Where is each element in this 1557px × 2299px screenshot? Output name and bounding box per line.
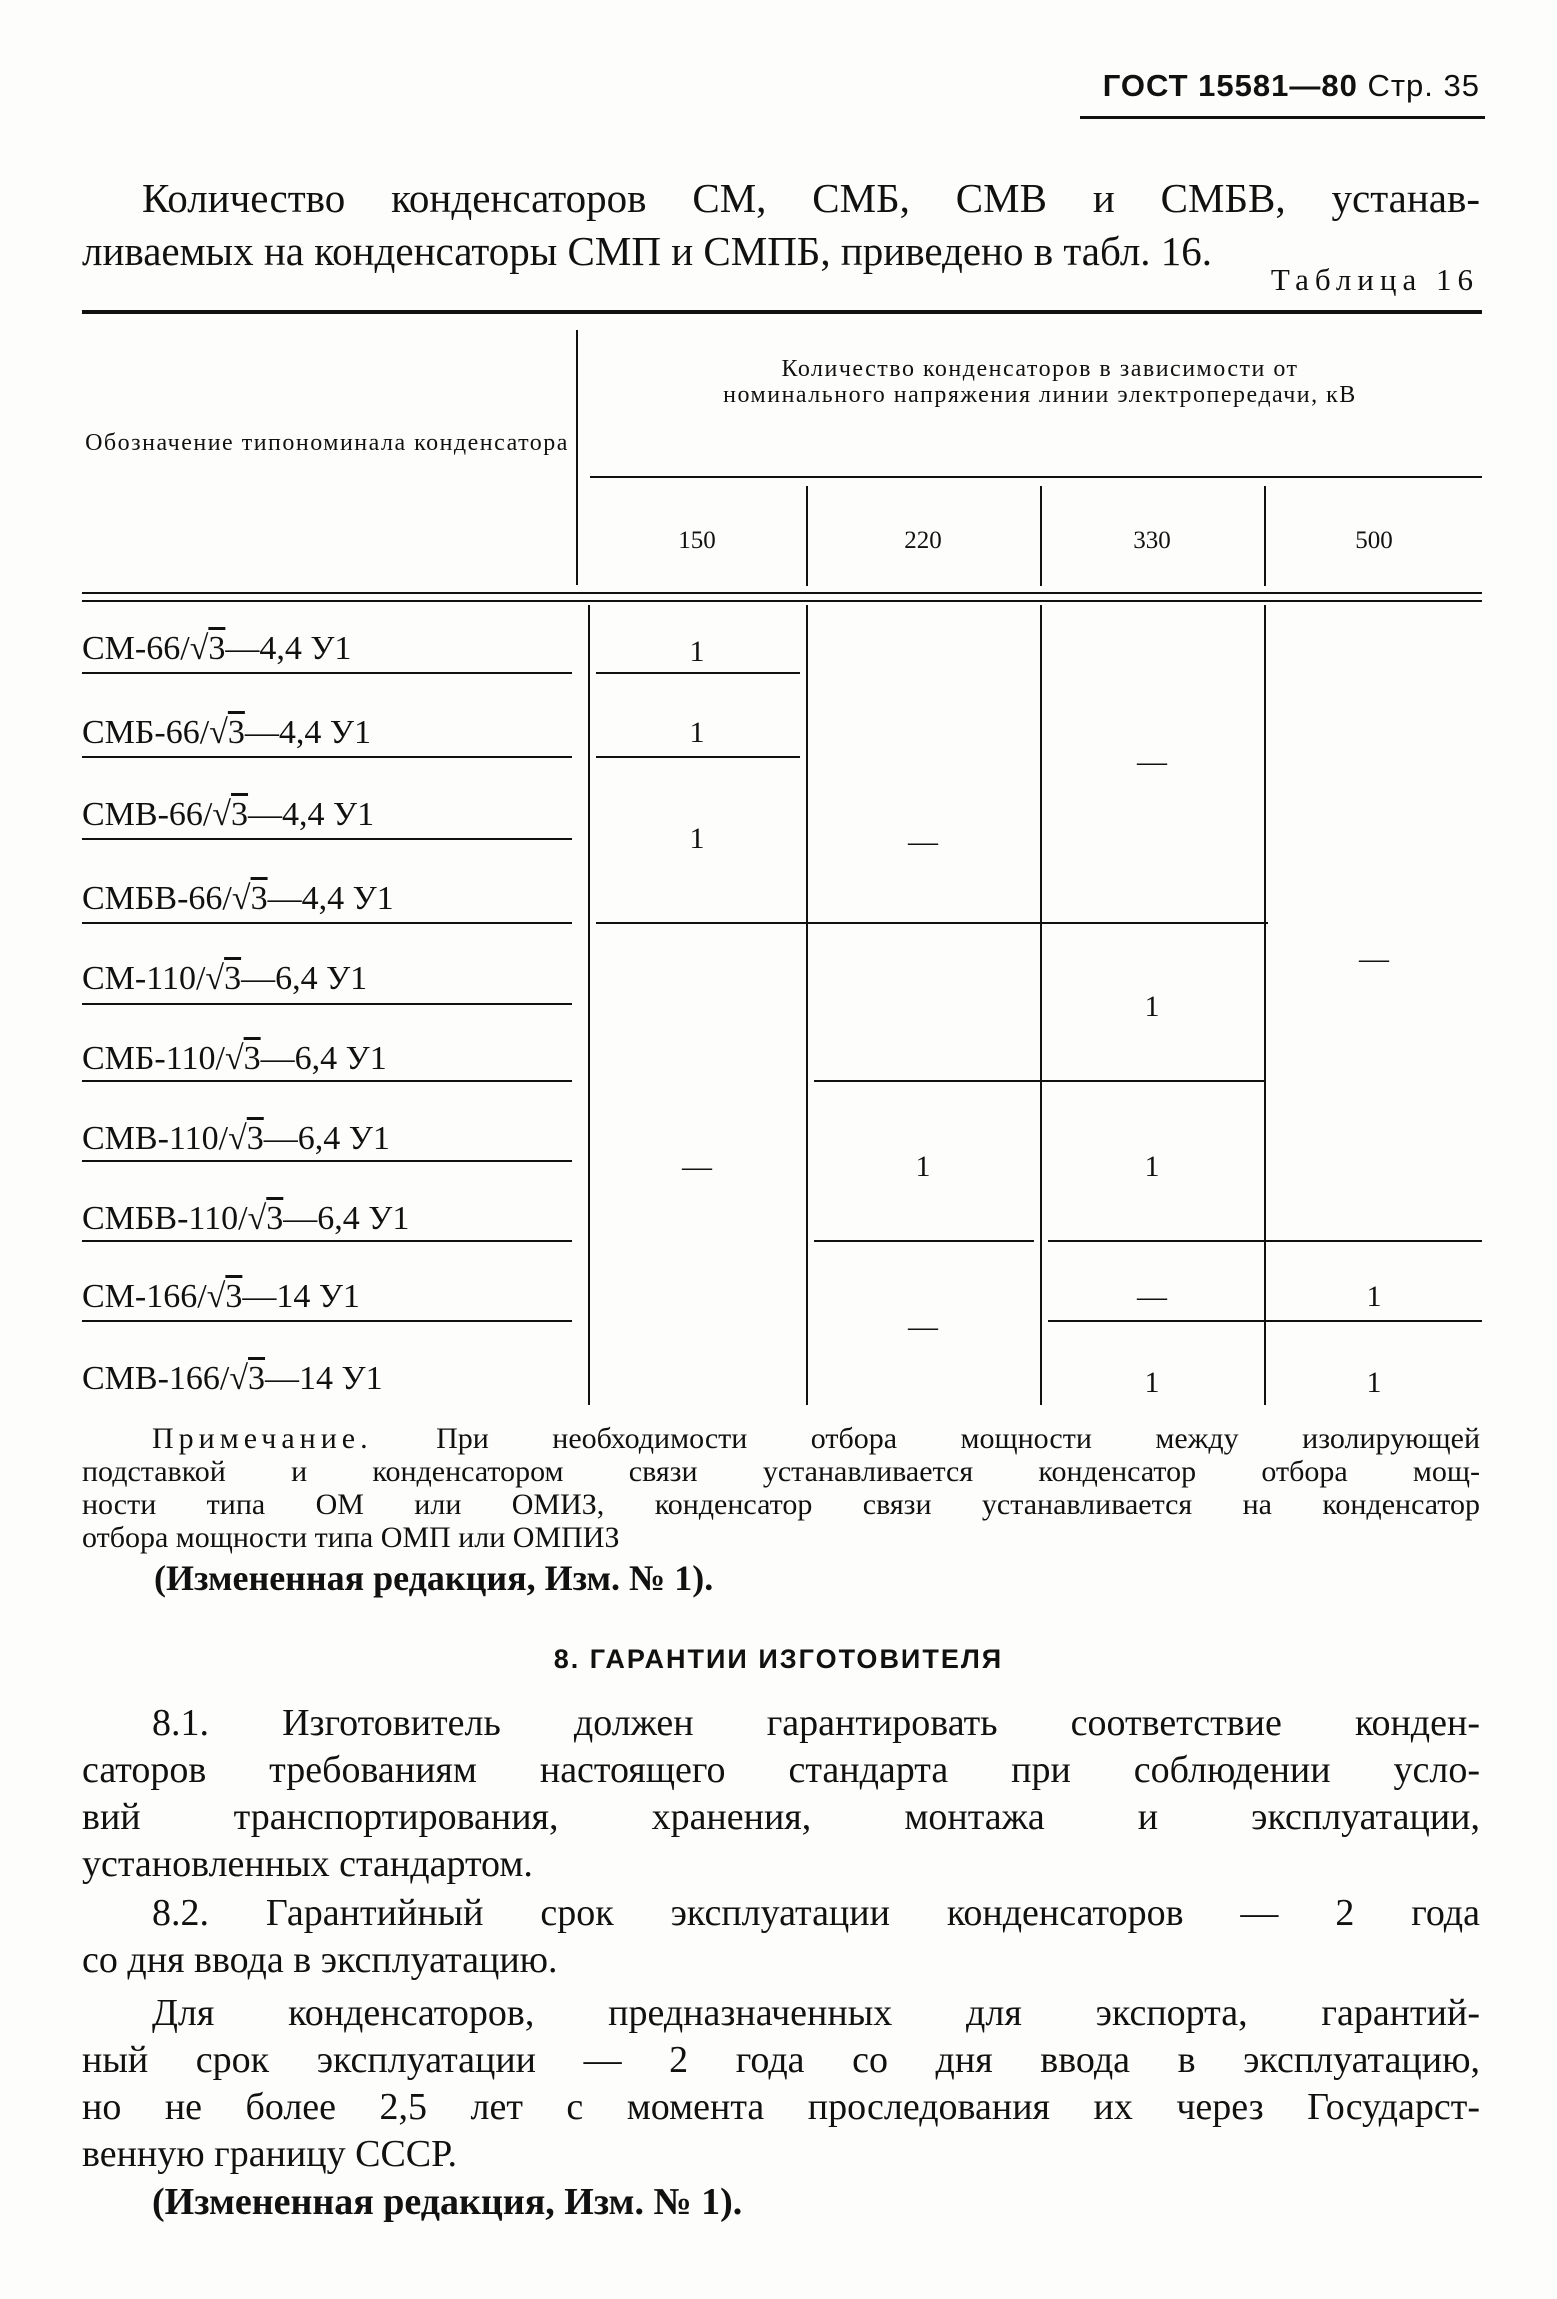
group-header-rule — [590, 476, 1482, 478]
row-rule — [82, 1003, 572, 1005]
row-label: СМ-110/√3—6,4 У1 — [82, 960, 368, 997]
amendment-note: (Измененная редакция, Изм. № 1). — [154, 1558, 714, 1598]
row-rule — [82, 1080, 572, 1082]
text-line: установленных стандартом. — [82, 1843, 533, 1885]
table-cell: 1 — [689, 635, 705, 668]
paragraph-8-2 — [82, 1890, 1480, 1984]
page-header — [1000, 68, 1480, 104]
table-note — [82, 1422, 1480, 1598]
row-rule — [82, 1160, 572, 1162]
text-line: 8.2. Гарантийный срок эксплуатации конденсаторов — 2 года — [152, 1892, 1480, 1934]
note-line: отбора мощности типа ОМП или ОМПИЗ — [82, 1521, 620, 1554]
table-cell: 1 — [1366, 1280, 1382, 1313]
cell-rule — [596, 672, 800, 674]
cell-rule — [1048, 1240, 1482, 1242]
intro-line: ливаемых на конденсаторы СМП и СМПБ, приведено в табл. 16. — [82, 228, 1213, 274]
text-line: вий транспортирования, хранения, монтажа и эксплуатации, — [82, 1796, 1480, 1838]
row-rule — [82, 838, 572, 840]
row-rule — [82, 756, 572, 758]
body-col-divider — [806, 605, 808, 1405]
row-label: СМБ-110/√3—6,4 У1 — [82, 1040, 387, 1077]
cell-rule — [814, 1240, 1034, 1242]
text-line: но не более 2,5 лет с момента проследования их через Государст- — [82, 2086, 1480, 2128]
table-top-rule — [82, 310, 1482, 314]
row-label: СМВ-110/√3—6,4 У1 — [82, 1120, 390, 1157]
table-cell: 1 — [1144, 1150, 1160, 1183]
note-line: ности типа ОМ или ОМИЗ, конденсатор связи устанавливается на конденсатор — [82, 1488, 1480, 1521]
header-bottom-rule — [82, 600, 1482, 602]
row-label: СМБВ-66/√3—4,4 У1 — [82, 880, 394, 917]
section-title: 8. ГАРАНТИИ ИЗГОТОВИТЕЛЯ — [553, 1644, 1004, 1674]
table-cell: — — [908, 1310, 938, 1343]
text-line: венную границу СССР. — [82, 2133, 458, 2175]
header-bottom-rule — [82, 592, 1482, 594]
row-label: СМ-66/√3—4,4 У1 — [82, 630, 352, 667]
row-label: СМБ-66/√3—4,4 У1 — [82, 714, 371, 751]
note-line: Примечание. При необходимости отбора мощности между изолирующей — [82, 1422, 1480, 1455]
table-cell: 1 — [689, 716, 705, 749]
table-cell: — — [908, 825, 938, 858]
text-line: саторов требованиям настоящего стандарта при соблюдении усло- — [82, 1749, 1480, 1791]
col1-header: Обозначение типономинала конденсатора — [85, 430, 569, 456]
cell-rule — [596, 756, 800, 758]
page-number: Стр. 35 — [1367, 68, 1480, 103]
header-rule — [1080, 116, 1485, 119]
row-label: СМБВ-110/√3—6,4 У1 — [82, 1200, 410, 1237]
cell-rule — [596, 922, 1268, 924]
cell-rule — [1048, 1320, 1482, 1322]
text-line: Для конденсаторов, предназначенных для экспорта, гарантий- — [152, 1992, 1480, 2034]
paragraph-export — [82, 1990, 1480, 2178]
note-line: подставкой и конденсатором связи устанавливается конденсатор отбора мощ- — [82, 1455, 1480, 1488]
table-cell: 1 — [1144, 990, 1160, 1023]
row-rule — [82, 922, 572, 924]
intro-line: Количество конденсаторов СМ, СМБ, СМВ и СМБВ, устанав- — [142, 175, 1480, 221]
paragraph-8-1 — [82, 1700, 1480, 1888]
row-label: СМ-166/√3—14 У1 — [82, 1278, 360, 1315]
table-cell: — — [1137, 1280, 1167, 1313]
amendment-note: (Измененная редакция, Изм. № 1). — [152, 2181, 743, 2223]
voltage-header: 330 — [1133, 527, 1171, 554]
table-caption: Таблица 16 — [1270, 262, 1479, 297]
table-cell: 1 — [1366, 1366, 1382, 1399]
text-line: ный срок эксплуатации — 2 года со дня ввода в эксплуатацию, — [82, 2039, 1480, 2081]
text-line: со дня ввода в эксплуатацию. — [82, 1939, 558, 1981]
table-cell: 1 — [1144, 1366, 1160, 1399]
voltage-header: 150 — [678, 527, 716, 554]
row-rule — [82, 1320, 572, 1322]
row-label: СМВ-166/√3—14 У1 — [82, 1360, 383, 1397]
table-cell: — — [1359, 942, 1389, 975]
table-cell: — — [682, 1150, 712, 1183]
note-lead: Примечание. — [152, 1422, 373, 1455]
table-cell: — — [1137, 745, 1167, 778]
voltage-header: 220 — [904, 527, 942, 554]
group-header: Количество конденсаторов в зависимости от номинального напряжения линии электропередачи, кВ — [723, 356, 1357, 408]
voltage-header: 500 — [1355, 527, 1393, 554]
text-line: 8.1. Изготовитель должен гарантировать соответствие конден- — [152, 1702, 1480, 1744]
row-rule — [82, 1240, 572, 1242]
table-cell: 1 — [689, 822, 705, 855]
standard-number: ГОСТ 15581—80 — [1102, 68, 1358, 103]
table-cell: 1 — [915, 1150, 931, 1183]
table-header-divider — [576, 330, 578, 585]
cell-rule — [814, 1080, 1266, 1082]
row-label: СМВ-66/√3—4,4 У1 — [82, 796, 375, 833]
row-rule — [82, 672, 572, 674]
